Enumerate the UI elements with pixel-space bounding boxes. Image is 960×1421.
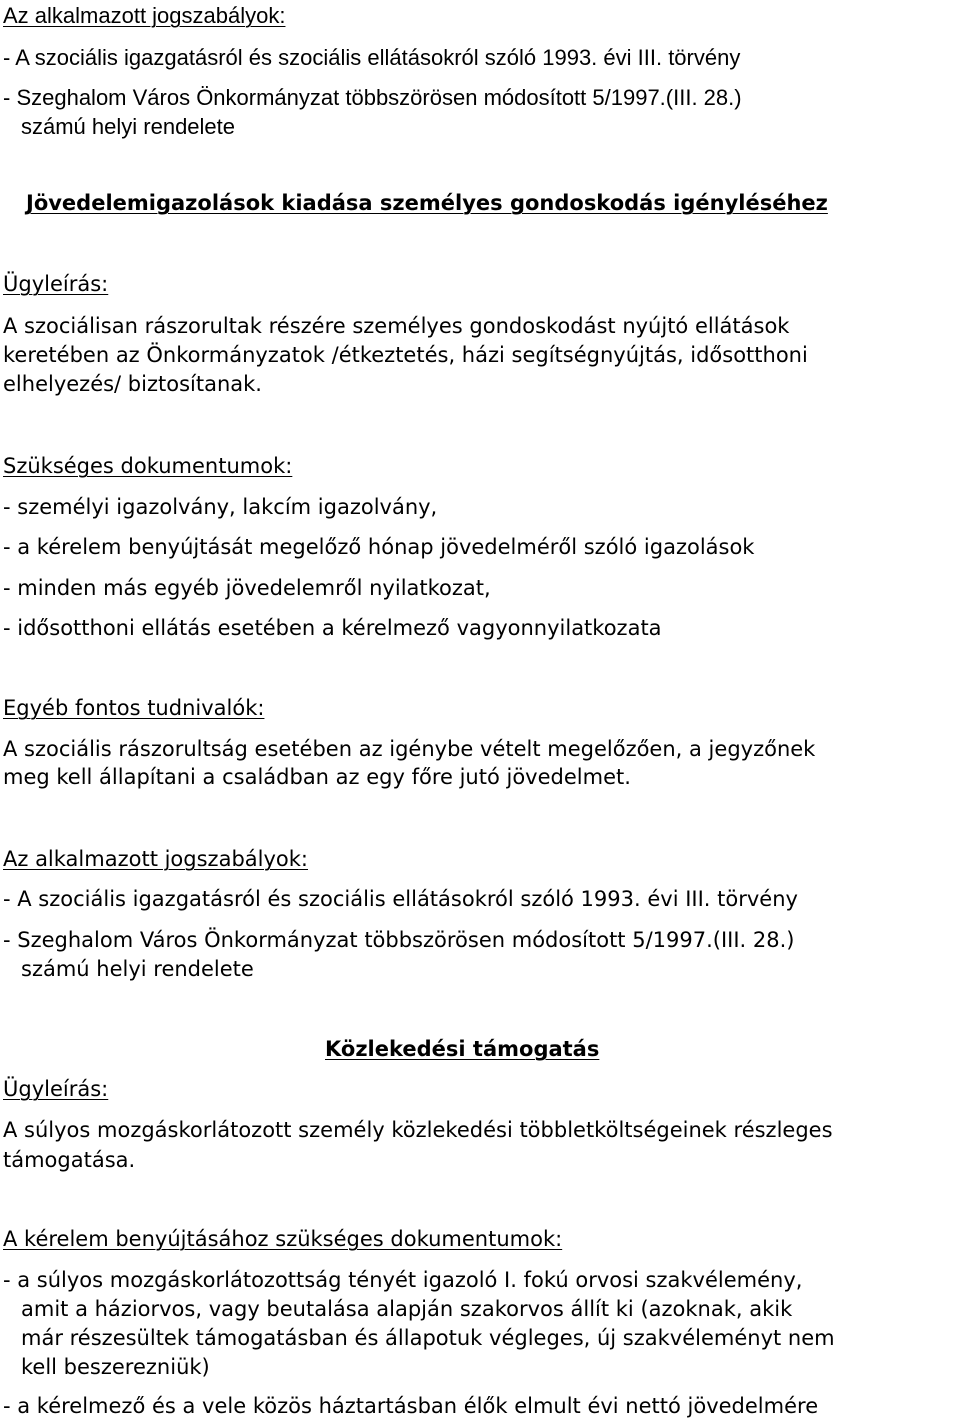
document-item: - a kérelem benyújtását megelőző hónap jövedelméről szóló igazolások: [3, 535, 755, 559]
document-item: - minden más egyéb jövedelemről nyilatkozat,: [3, 576, 491, 600]
documents-heading: A kérelem benyújtásához szükséges dokumentumok:: [3, 1227, 563, 1251]
info-line: meg kell állapítani a családban az egy főre jutó jövedelmet.: [3, 765, 631, 789]
law-item: - A szociális igazgatásról és szociális ellátásokról szóló 1993. évi III. törvény: [3, 887, 798, 911]
description-heading: Ügyleírás:: [3, 272, 109, 296]
document-item: - a kérelmező és a vele közös háztartásban élők elmult évi nettó jövedelmére: [3, 1394, 819, 1418]
laws-heading-1: Az alkalmazott jogszabályok:: [3, 3, 286, 28]
description-line: elhelyezés/ biztosítanak.: [3, 372, 262, 396]
info-heading: Egyéb fontos tudnivalók:: [3, 696, 265, 720]
description-line: A szociálisan rászorultak részére személyes gondoskodást nyújtó ellátások: [3, 314, 790, 338]
law-item: számú helyi rendelete: [21, 957, 254, 981]
document-item: - idősotthoni ellátás esetében a kérelmező vagyonnyilatkozata: [3, 616, 662, 640]
document-item: amit a háziorvos, vagy beutalása alapján szakorvos állít ki (azoknak, akik: [21, 1297, 793, 1321]
description-line: A súlyos mozgáskorlátozott személy közlekedési többletköltségeinek részleges: [3, 1118, 833, 1142]
document-item: kell beszerezniük): [21, 1355, 210, 1379]
info-line: A szociális rászorultság esetében az igénybe vételt megelőzően, a jegyzőnek: [3, 737, 816, 761]
section-title: Közlekedési támogatás: [325, 1037, 600, 1061]
laws-heading-2: Az alkalmazott jogszabályok:: [3, 847, 308, 871]
description-line: támogatása.: [3, 1148, 136, 1172]
description-line: keretében az Önkormányzatok /étkeztetés, házi segítségnyújtás, idősotthoni: [3, 343, 808, 367]
law-item: - Szeghalom Város Önkormányzat többszörösen módosított 5/1997.(III. 28.): [3, 928, 795, 952]
document-item: - a súlyos mozgáskorlátozottság tényét igazoló I. fokú orvosi szakvélemény,: [3, 1268, 803, 1292]
document-item: már részesültek támogatásban és állapotuk végleges, új szakvéleményt nem: [21, 1326, 835, 1350]
law-item: - A szociális igazgatásról és szociális ellátásokról szóló 1993. évi III. törvény: [3, 45, 741, 70]
law-item: számú helyi rendelete: [21, 114, 236, 139]
document-item: - személyi igazolvány, lakcím igazolvány,: [3, 495, 438, 519]
section-title: Jövedelemigazolások kiadása személyes gondoskodás igényléséhez: [26, 191, 828, 215]
law-item: - Szeghalom Város Önkormányzat többszörösen módosított 5/1997.(III. 28.): [3, 85, 742, 110]
description-heading: Ügyleírás:: [3, 1077, 109, 1101]
documents-heading: Szükséges dokumentumok:: [3, 454, 293, 478]
